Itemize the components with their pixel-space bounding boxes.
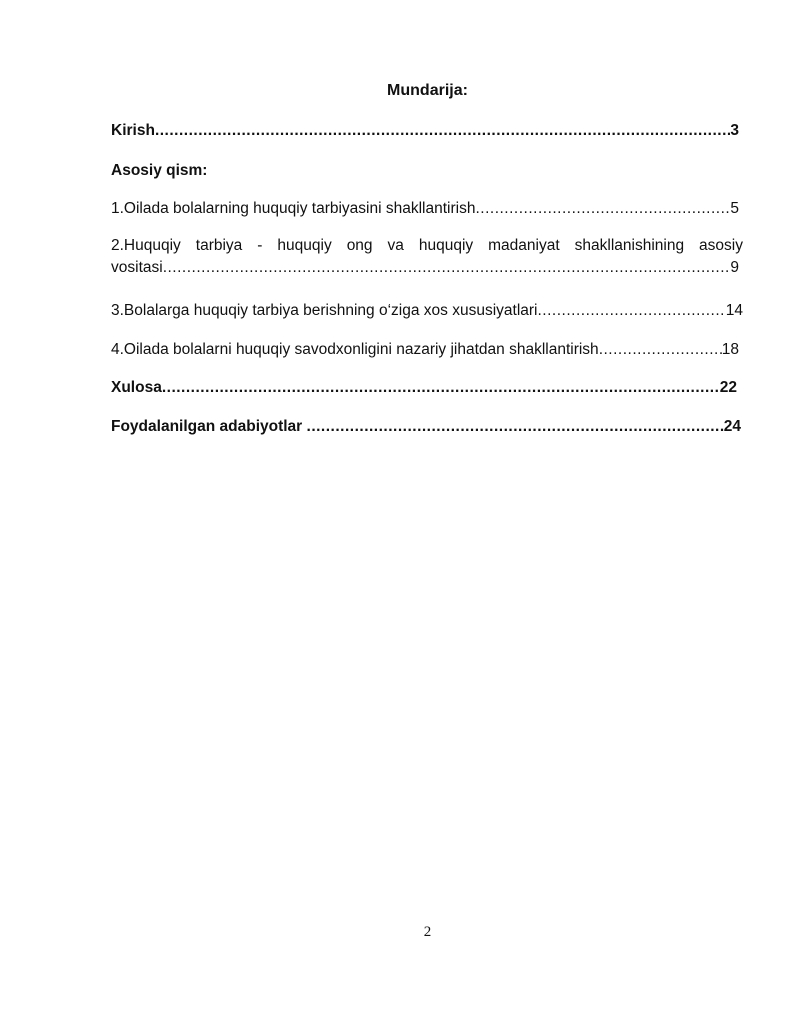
toc-entry-kirish [111, 120, 739, 142]
toc-entry-label: 1.Oilada bolalarning huquqiy tarbiyasini shakllantirish [111, 200, 476, 217]
toc-entry-page: 9 [730, 259, 739, 276]
dot-leader [599, 339, 722, 361]
toc-entry-label: Kirish [111, 122, 155, 139]
toc-entry-chapter-3 [111, 300, 743, 322]
dot-leader [307, 416, 724, 438]
dot-leader [538, 300, 726, 322]
toc-entry-page: 14 [725, 302, 743, 319]
toc-entry-page: 3 [730, 122, 739, 139]
toc-entry-chapter-1 [111, 198, 739, 220]
toc-entry-page: 22 [719, 379, 737, 396]
toc-entry-page: 24 [723, 418, 741, 435]
toc-entry-label-line-2: vositasi [111, 259, 163, 276]
toc-entry-label-line-2-row [111, 257, 739, 279]
toc-entry-page: 18 [721, 341, 739, 358]
dot-leader [163, 257, 731, 279]
toc-entry-label: 3.Bolalarga huquqiy tarbiya berishning o‘ziga xos xususiyatlari [111, 302, 538, 319]
toc-entry-xulosa [111, 377, 737, 399]
dot-leader [162, 377, 720, 399]
dot-leader [475, 198, 730, 220]
toc-entry-page: 5 [730, 200, 739, 217]
toc-entry-label-line-1: 2.Huquqiy tarbiya - huquqiy ong va huquqiy madaniyat shakllanishining asosiy [111, 237, 743, 254]
toc-entry-adabiyotlar [111, 416, 741, 438]
dot-leader [155, 120, 730, 142]
toc-entry-chapter-2 [111, 235, 743, 279]
toc-entry-label: Foydalanilgan adabiyotlar [111, 418, 307, 435]
toc-entry-chapter-4 [111, 339, 739, 361]
toc-entry-label: 4.Oilada bolalarni huquqiy savodxonligini nazariy jihatdan shakllantirish [111, 341, 599, 358]
toc-title: Mundarija: [387, 82, 468, 99]
toc-entry-label: Xulosa [111, 379, 162, 396]
page-number: 2 [423, 924, 432, 940]
toc-heading-asosiy-qism: Asosiy qism: [111, 162, 208, 179]
